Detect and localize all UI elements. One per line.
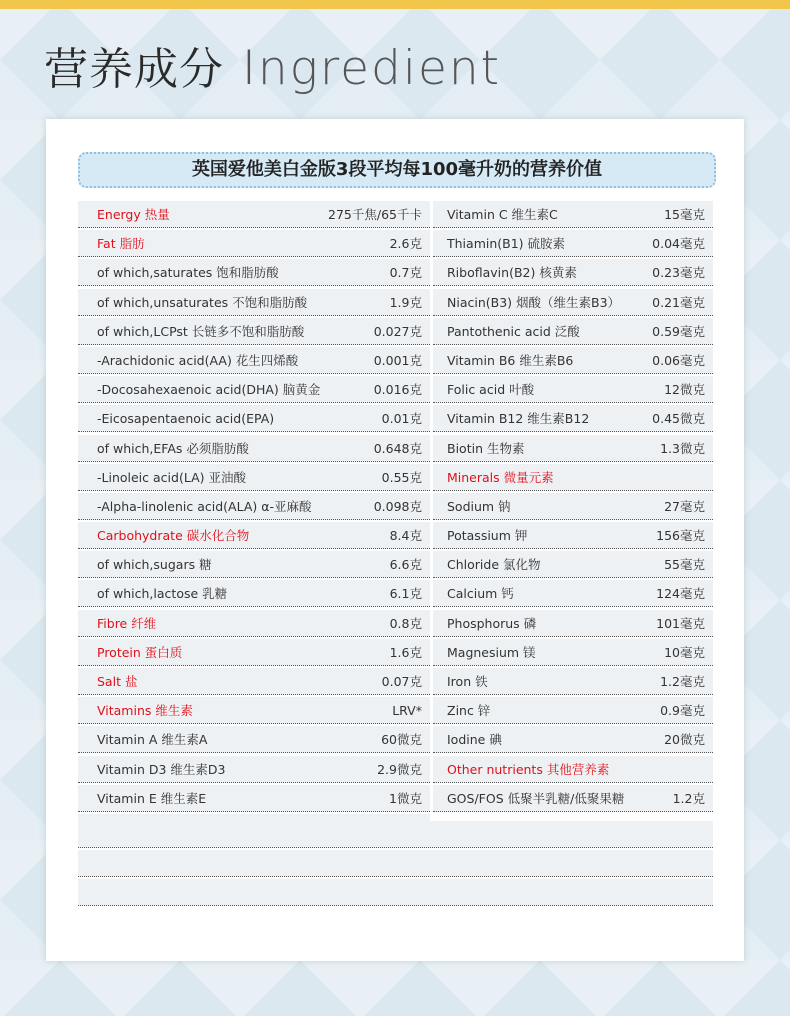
nutrient-name: Vitamin D3 维生素D3 [97,761,226,777]
nutrient-name: Zinc 锌 [447,703,491,719]
nutrient-name: Vitamin B12 维生素B12 [447,411,590,427]
nutrient-name: Phosphorus 磷 [447,615,537,631]
nutrient-name: Vitamin C 维生素C [447,207,558,222]
nutrient-row [78,697,430,724]
nutrient-row [433,464,713,491]
top-accent-bar [0,0,790,9]
nutrient-name: Protein 蛋白质 [97,644,183,660]
nutrient-value: 124毫克 [656,586,705,602]
nutrient-row [433,785,713,812]
nutrient-value: 0.648克 [373,440,422,456]
nutrient-row [433,376,713,403]
nutrient-row [433,522,713,549]
nutrient-value: 1.2克 [672,790,705,806]
nutrient-name: Energy 热量 [97,207,170,222]
nutrient-value: 0.098克 [373,498,422,514]
nutrient-value: 1微克 [389,790,422,806]
nutrient-name: -Alpha-linolenic acid(ALA) α-亚麻酸 [97,498,312,514]
nutrient-row [433,639,713,666]
nutrient-row [78,201,430,228]
nutrient-row [78,464,430,491]
nutrient-row [433,347,713,374]
nutrient-row [78,668,430,695]
nutrient-row [433,318,713,345]
nutrient-value: 0.027克 [373,323,422,339]
nutrient-name: Potassium 钾 [447,528,528,544]
nutrient-value: 8.4克 [389,528,422,544]
nutrient-value: 0.9毫克 [660,703,705,719]
nutrient-row [433,697,713,724]
nutrient-name: of which,lactose 乳糖 [97,586,228,602]
nutrient-name: Vitamin A 维生素A [97,732,208,748]
nutrient-row [78,580,430,607]
nutrient-row [78,785,430,812]
nutrient-row [78,405,430,432]
nutrient-row [78,610,430,637]
heading-english: Ingredient [242,41,502,96]
nutrient-row [78,639,430,666]
blank-row [78,850,713,877]
nutrient-name: Chloride 氯化物 [447,557,541,573]
nutrient-value: 0.001克 [373,352,422,368]
nutrient-value: 12微克 [664,382,705,398]
nutrient-row [433,610,713,637]
nutrient-value: 156毫克 [656,528,705,544]
nutrient-value: 15毫克 [664,207,705,222]
nutrient-value: 1.9克 [389,294,422,310]
empty-rows [78,821,713,909]
nutrient-name: -Arachidonic acid(AA) 花生四烯酸 [97,352,299,368]
nutrient-value: 60微克 [381,732,422,748]
blank-row [78,879,713,906]
nutrient-row [433,668,713,695]
left-column [78,201,430,843]
right-column [433,201,713,814]
nutrient-value: 1.2毫克 [660,674,705,689]
nutrient-value: 0.04毫克 [652,236,705,252]
nutrient-name: Carbohydrate 碳水化合物 [97,528,250,544]
nutrient-name: Iodine 碘 [447,732,502,748]
nutrient-row [433,289,713,316]
nutrient-row [78,318,430,345]
nutrient-name: Thiamin(B1) 硫胺素 [447,236,566,252]
nutrient-row [433,230,713,257]
nutrient-name: -Linoleic acid(LA) 亚油酸 [97,469,246,485]
nutrient-row [78,522,430,549]
nutrient-row [78,435,430,462]
nutrient-name: of which,EFAs 必须脂肪酸 [97,440,249,456]
nutrient-name: Folic acid 叶酸 [447,382,535,398]
nutrient-value: 101毫克 [656,615,705,631]
nutrient-name: of which,LCPst 长链多不饱和脂肪酸 [97,323,305,339]
nutrient-name: Vitamins 维生素 [97,703,193,719]
nutrient-row [433,259,713,286]
nutrient-row [433,493,713,520]
nutrient-name: Riboflavin(B2) 核黄素 [447,265,577,281]
nutrient-name: of which,sugars 糖 [97,557,212,573]
nutrient-value: 10毫克 [664,644,705,660]
nutrient-value: 6.1克 [389,586,422,602]
nutrient-name: Other nutrients 其他营养素 [447,761,610,777]
nutrient-value: 0.45微克 [652,411,705,427]
nutrient-row [78,376,430,403]
nutrient-row [433,726,713,753]
nutrient-row [433,405,713,432]
nutrient-name: Vitamin E 维生素E [97,790,207,806]
nutrient-name: Sodium 钠 [447,498,511,514]
nutrient-name: Minerals 微量元素 [447,469,554,485]
blank-row [78,821,713,848]
nutrient-name: Calcium 钙 [447,586,514,602]
nutrient-row [433,756,713,783]
nutrient-name: Vitamin B6 维生素B6 [447,352,574,368]
nutrient-row [433,435,713,462]
nutrient-name: Salt 盐 [97,674,138,689]
nutrient-value: 1.6克 [389,644,422,660]
nutrient-row [78,347,430,374]
nutrient-name: of which,unsaturates 不饱和脂肪酸 [97,294,308,310]
nutrient-row [78,493,430,520]
table-title: 英国爱他美白金版3段平均每100毫升奶的营养价值 [78,152,716,188]
nutrient-row [433,201,713,228]
nutrient-value: LRV* [392,702,422,718]
nutrient-name: Biotin 生物素 [447,440,525,456]
nutrient-value: 6.6克 [389,557,422,573]
nutrient-name: of which,saturates 饱和脂肪酸 [97,265,279,281]
nutrient-row [433,580,713,607]
nutrient-value: 55毫克 [664,557,705,573]
nutrient-row [78,230,430,257]
page-heading [44,33,502,96]
nutrient-value: 20微克 [664,732,705,748]
nutrient-name: Fat 脂肪 [97,236,145,252]
nutrient-value: 0.23毫克 [652,265,705,281]
nutrient-row [78,259,430,286]
nutrient-row [78,726,430,753]
nutrition-card [46,119,744,961]
nutrient-row [78,756,430,783]
nutrient-value: 0.01克 [381,411,422,427]
nutrient-row [78,551,430,578]
nutrient-value: 0.8克 [389,615,422,631]
nutrient-name: -Eicosapentaenoic acid(EPA) [97,410,275,426]
nutrient-value: 2.9微克 [377,761,422,777]
nutrient-name: GOS/FOS 低聚半乳糖/低聚果糖 [447,790,625,806]
nutrient-row [78,289,430,316]
nutrient-value: 0.59毫克 [652,323,705,339]
nutrient-row [433,551,713,578]
nutrient-value: 275千焦/65千卡 [328,207,422,222]
nutrient-name: Fibre 纤维 [97,615,157,631]
nutrient-name: Niacin(B3) 烟酸（维生素B3） [447,294,621,310]
nutrient-name: Iron 铁 [447,674,488,689]
nutrient-value: 0.7克 [389,265,422,281]
nutrient-value: 0.55克 [381,469,422,485]
nutrient-name: -Docosahexaenoic acid(DHA) 脑黄金 [97,382,321,398]
nutrient-value: 1.3微克 [660,440,705,456]
nutrient-name: Pantothenic acid 泛酸 [447,323,580,339]
nutrient-value: 27毫克 [664,498,705,514]
nutrient-value: 0.016克 [373,382,422,398]
nutrient-value: 0.07克 [381,674,422,689]
nutrient-name: Magnesium 镁 [447,644,536,660]
nutrient-value: 0.06毫克 [652,352,705,368]
nutrient-value: 2.6克 [389,236,422,252]
nutrient-value: 0.21毫克 [652,294,705,310]
heading-chinese: 营养成分 [44,44,224,95]
